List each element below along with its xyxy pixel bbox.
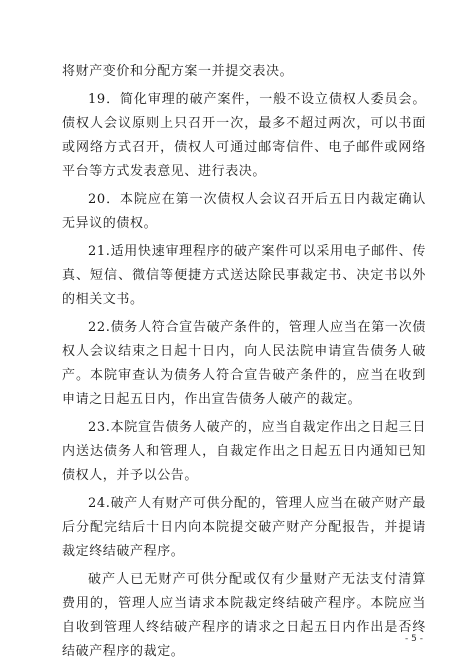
paragraph-item-20: 20．本院应在第一次债权人会议召开后五日内裁定确认无异议的债权。 <box>62 192 426 231</box>
paragraph-item-19: 19．简化审理的破产案件，一般不设立债权人委员会。债权人会议原则上只召开一次，最多不超过两次，可以书面或网络方式召开，债权人可通过邮寄信件、电子邮件或网络平台等方式发表意见、进行表决。 <box>62 92 426 179</box>
paragraph-item-23: 23.本院宣告债务人破产的，应当自裁定作出之日起三日内送达债务人和管理人，自裁定作出之日起五日内通知已知债权人，并予以公告。 <box>62 420 426 483</box>
paragraph-item-21: 21.适用快速审理程序的破产案件可以采用电子邮件、传真、短信、微信等便捷方式送达除民事裁定书、决定书以外的相关文书。 <box>62 244 426 307</box>
body-text <box>62 60 426 668</box>
paragraph-item-24-supplement: 破产人已无财产可供分配或仅有少量财产无法支付清算费用的，管理人应当请求本院裁定终结破产程序。本院应当自收到管理人终结破产程序的请求之日起五日内作出是否终结破产程序的裁定。 <box>62 572 426 659</box>
page-number: - 5 - <box>405 634 423 644</box>
paragraph-item-24: 24.破产人有财产可供分配的，管理人应当在破产财产最后分配完结后十日内向本院提交破产财产分配报告，并提请裁定终结破产程序。 <box>62 496 426 559</box>
paragraph-continuation: 将财产变价和分配方案一并提交表决。 <box>62 64 294 79</box>
paragraph-item-22: 22.债务人符合宣告破产条件的，管理人应当在第一次债权人会议结束之日起十日内，向人民法院申请宣告债务人破产。本院审查认为债务人符合宣告破产条件的，应当在收到申请之日起五日内，作出宣告债务人破产的裁定。 <box>62 320 426 407</box>
